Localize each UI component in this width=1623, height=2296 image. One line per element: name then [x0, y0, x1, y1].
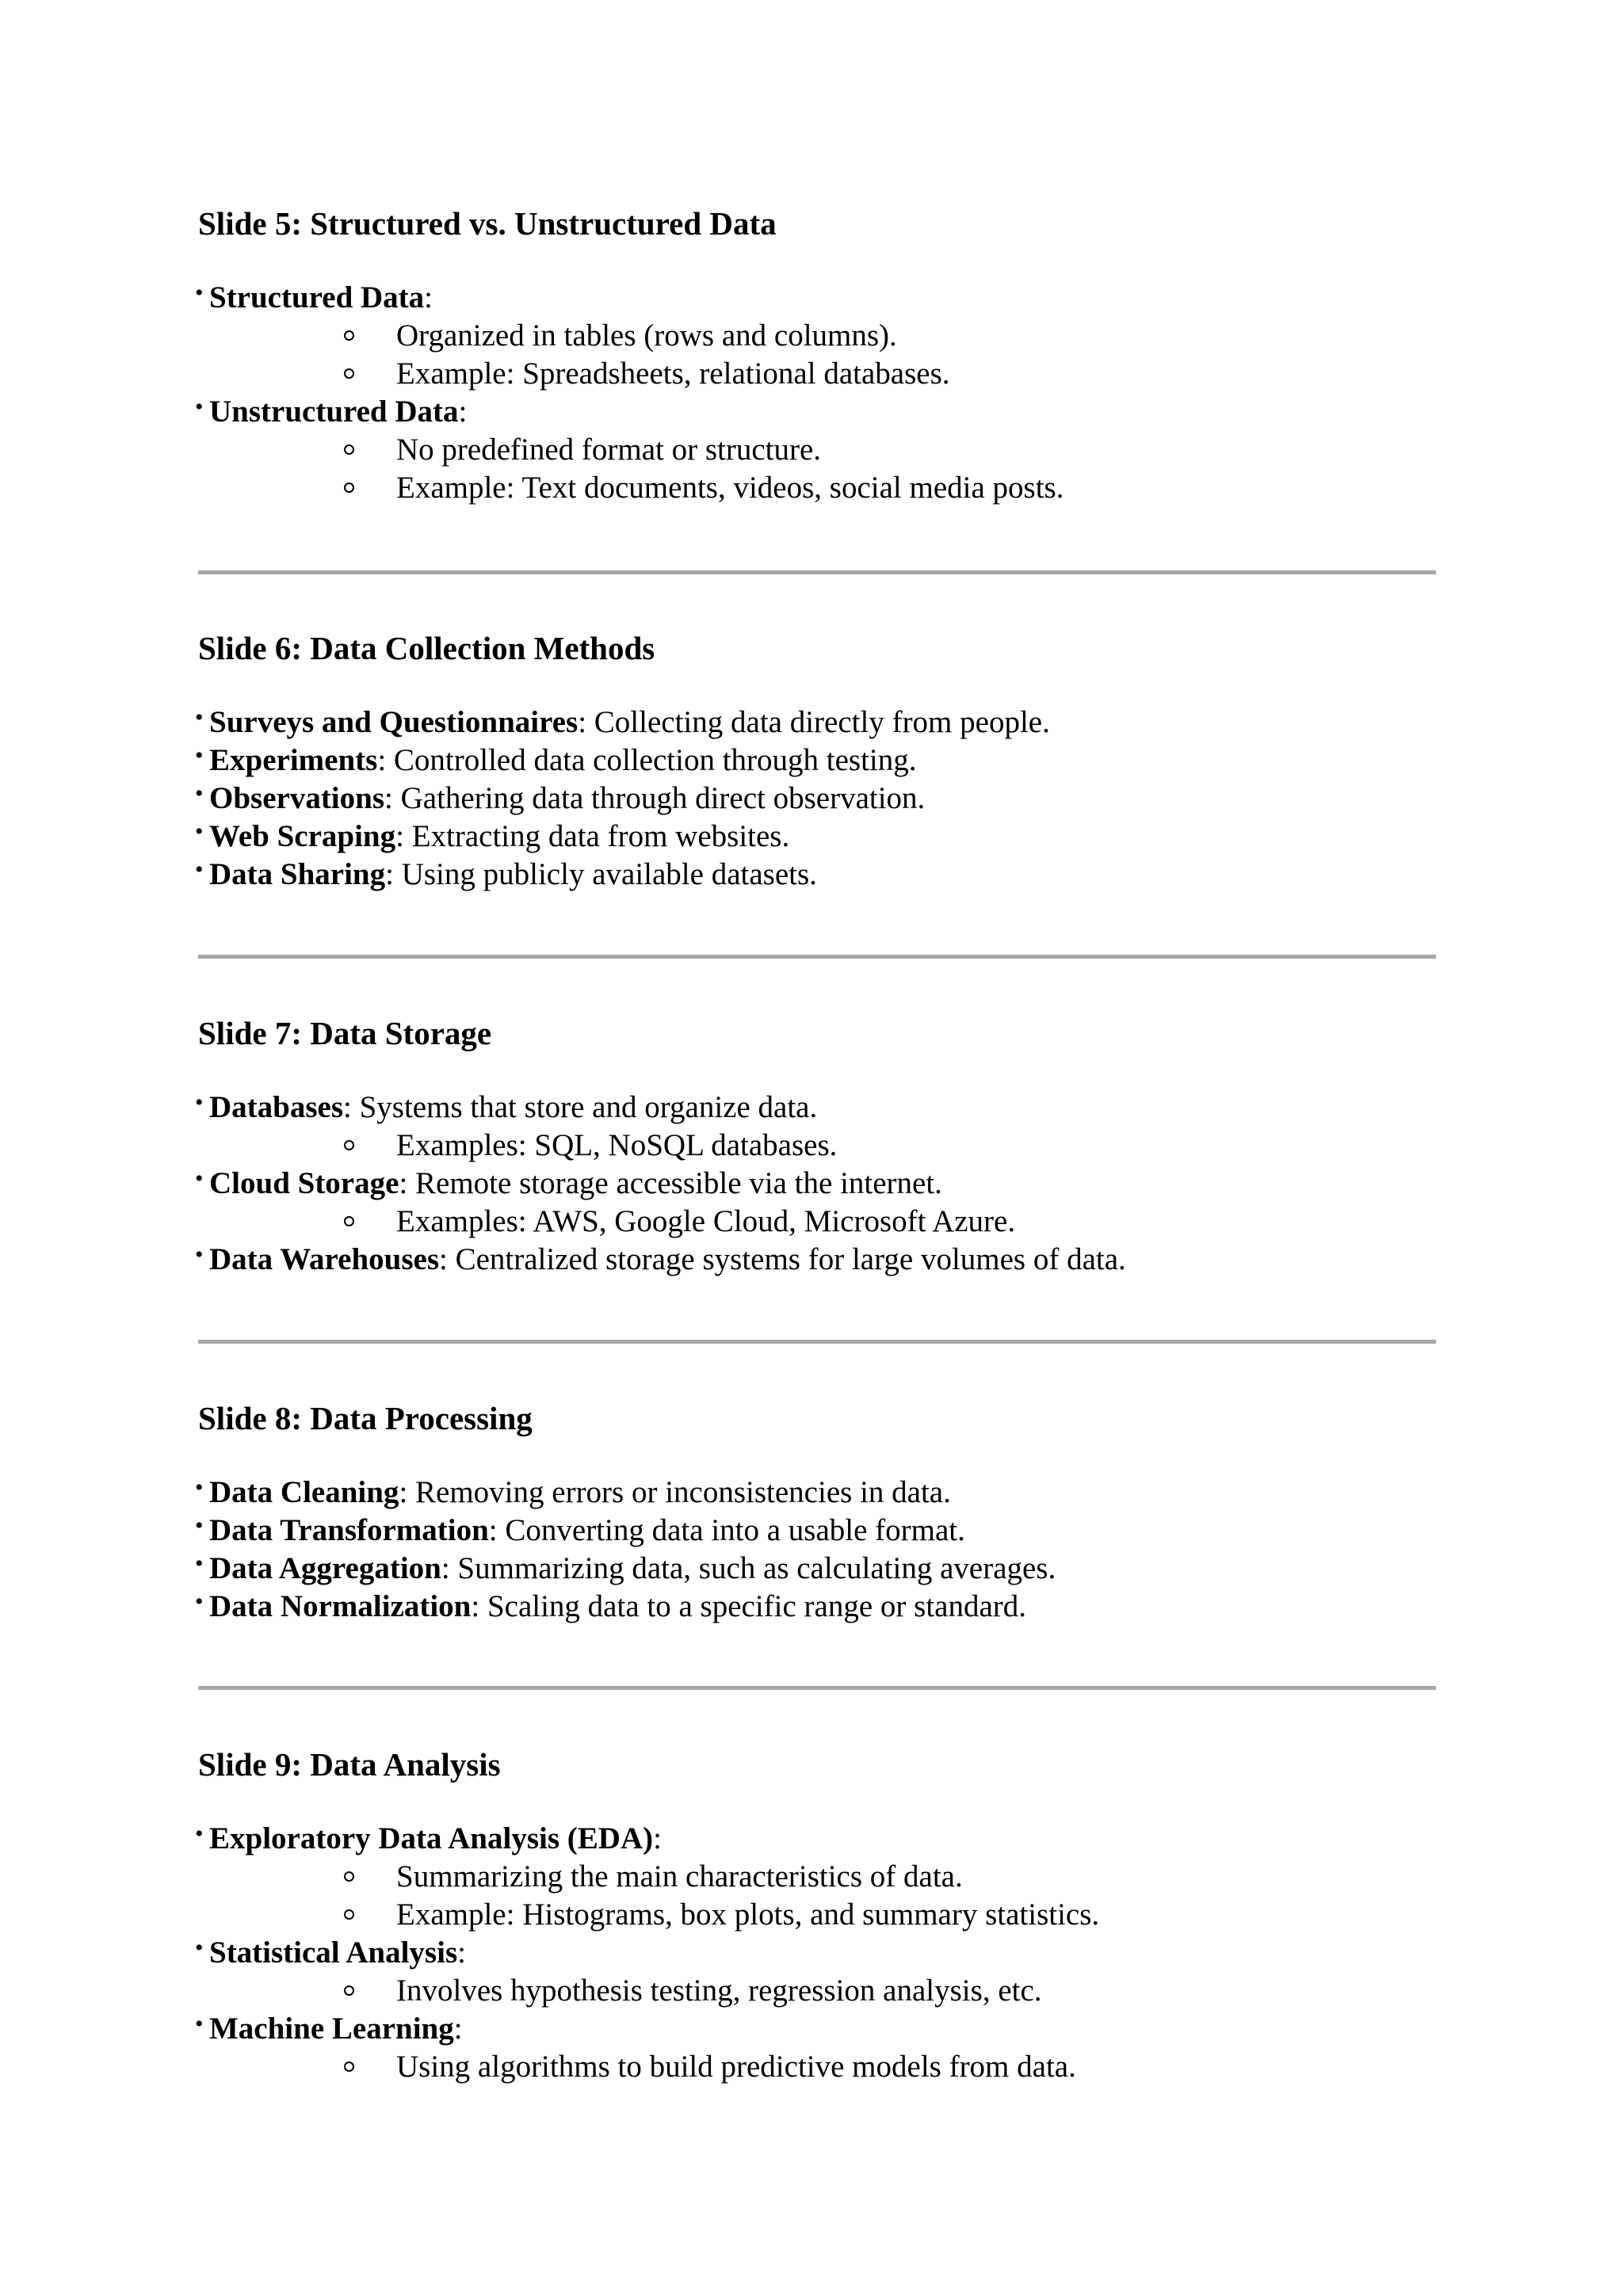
bullet-icon: •	[195, 1935, 204, 1961]
sub-bullet-item	[396, 1127, 837, 1165]
slide-title: Slide 5: Structured vs. Unstructured Data	[198, 205, 777, 242]
bullet-text: : Collecting data directly from people.	[578, 705, 1050, 739]
bullet-icon: •	[195, 1241, 204, 1268]
bullet-icon: •	[195, 1512, 204, 1539]
slide-title: Slide 6: Data Collection Methods	[198, 630, 655, 666]
bullet-icon: •	[195, 1474, 204, 1501]
section-divider	[198, 1686, 1436, 1690]
bullet-icon: •	[195, 2011, 204, 2037]
section-divider	[198, 955, 1436, 959]
circle-bullet-icon	[344, 444, 354, 455]
circle-bullet-icon	[344, 1985, 354, 1996]
bullet-term: Data Cleaning	[209, 1475, 399, 1509]
bullet-term: Observations	[209, 781, 385, 815]
bullet-icon: •	[195, 780, 204, 807]
bullet-icon: •	[195, 1165, 204, 1192]
bullet-text: : Using publicly available datasets.	[385, 857, 817, 891]
bullet-item	[195, 2010, 463, 2048]
bullet-term: Exploratory Data Analysis (EDA)	[209, 1821, 654, 1855]
circle-bullet-icon	[344, 330, 354, 341]
circle-bullet-icon	[344, 2061, 354, 2072]
bullet-item	[195, 1550, 1056, 1588]
bullet-item	[195, 1241, 1126, 1279]
sub-bullet-text: Examples: AWS, Google Cloud, Microsoft Azure.	[396, 1204, 1016, 1238]
sub-bullet-text: Using algorithms to build predictive models from data.	[396, 2050, 1076, 2084]
bullet-item	[195, 1165, 942, 1203]
bullet-term: Structured Data	[209, 280, 425, 315]
bullet-item	[195, 1934, 466, 1972]
bullet-item	[195, 1089, 818, 1127]
bullet-term: Machine Learning	[209, 2012, 454, 2046]
circle-bullet-icon	[344, 368, 354, 379]
bullet-text: : Extracting data from websites.	[395, 819, 790, 853]
sub-bullet-item	[396, 1972, 1042, 2010]
bullet-text: : Controlled data collection through testing.	[377, 743, 917, 777]
bullet-text: : Gathering data through direct observation.	[384, 781, 926, 815]
bullet-term: Data Transformation	[209, 1513, 489, 1547]
bullet-text: : Summarizing data, such as calculating averages.	[441, 1551, 1056, 1585]
section-divider	[198, 1340, 1436, 1344]
bullet-icon: •	[195, 1089, 204, 1116]
sub-bullet-text: Example: Text documents, videos, social media posts.	[396, 471, 1064, 505]
bullet-term: Data Aggregation	[209, 1551, 441, 1585]
bullet-item	[195, 1588, 1027, 1626]
bullet-term: Web Scraping	[209, 819, 396, 853]
bullet-text: :	[424, 280, 433, 315]
bullet-text: : Converting data into a usable format.	[488, 1513, 965, 1547]
bullet-term: Data Sharing	[209, 857, 386, 891]
slide-title: Slide 9: Data Analysis	[198, 1746, 501, 1783]
bullet-text: :	[458, 395, 468, 429]
circle-bullet-icon	[344, 482, 354, 493]
sub-bullet-item	[396, 1896, 1099, 1934]
bullet-icon: •	[195, 856, 204, 883]
bullet-text: : Centralized storage systems for large volumes of data.	[439, 1242, 1126, 1276]
circle-bullet-icon	[344, 1871, 354, 1882]
sub-bullet-text: Example: Spreadsheets, relational databases.	[396, 357, 950, 391]
sub-bullet-item	[396, 355, 950, 393]
sub-bullet-item	[396, 317, 897, 355]
sub-bullet-item	[396, 2048, 1076, 2086]
sub-bullet-text: Examples: SQL, NoSQL databases.	[396, 1128, 838, 1162]
bullet-term: Data Warehouses	[209, 1242, 440, 1276]
sub-bullet-text: No predefined format or structure.	[396, 433, 822, 467]
slide-title: Slide 7: Data Storage	[198, 1015, 492, 1051]
bullet-icon: •	[195, 742, 204, 769]
bullet-text: : Remote storage accessible via the internet.	[399, 1166, 942, 1200]
bullet-text: : Scaling data to a specific range or standard.	[471, 1589, 1027, 1623]
bullet-icon: •	[195, 704, 204, 730]
bullet-item	[195, 393, 468, 431]
bullet-term: Data Normalization	[209, 1589, 472, 1623]
bullet-icon: •	[195, 1821, 204, 1847]
bullet-text: :	[457, 1936, 466, 1970]
bullet-icon: •	[195, 394, 204, 420]
bullet-term: Unstructured Data	[209, 395, 459, 429]
bullet-term: Experiments	[209, 743, 378, 777]
bullet-item	[195, 1820, 662, 1858]
bullet-term: Cloud Storage	[209, 1166, 399, 1200]
sub-bullet-item	[396, 469, 1064, 507]
bullet-item	[195, 780, 926, 818]
slide-title: Slide 8: Data Processing	[198, 1400, 533, 1436]
bullet-item	[195, 1474, 951, 1512]
bullet-icon: •	[195, 280, 204, 306]
sub-bullet-item	[396, 1858, 963, 1896]
circle-bullet-icon	[344, 1140, 354, 1150]
bullet-item	[195, 704, 1050, 742]
bullet-item	[195, 279, 433, 317]
bullet-term: Surveys and Questionnaires	[209, 705, 579, 739]
bullet-term: Statistical Analysis	[209, 1936, 458, 1970]
sub-bullet-item	[396, 1203, 1015, 1241]
bullet-item	[195, 856, 817, 894]
sub-bullet-text: Involves hypothesis testing, regression analysis, etc.	[396, 1974, 1042, 2008]
bullet-icon: •	[195, 1589, 204, 1615]
bullet-icon: •	[195, 818, 204, 845]
bullet-item	[195, 1512, 965, 1550]
bullet-item	[195, 742, 917, 780]
sub-bullet-text: Organized in tables (rows and columns).	[396, 318, 897, 353]
bullet-text: :	[653, 1821, 662, 1855]
bullet-text: : Removing errors or inconsistencies in data.	[399, 1475, 951, 1509]
circle-bullet-icon	[344, 1909, 354, 1920]
bullet-term: Databases	[209, 1090, 344, 1124]
bullet-item	[195, 818, 790, 856]
circle-bullet-icon	[344, 1216, 354, 1226]
bullet-icon: •	[195, 1550, 204, 1577]
section-divider	[198, 570, 1436, 574]
sub-bullet-text: Example: Histograms, box plots, and summary statistics.	[396, 1897, 1100, 1932]
sub-bullet-item	[396, 431, 821, 469]
bullet-text: : Systems that store and organize data.	[343, 1090, 818, 1124]
bullet-text: :	[453, 2012, 463, 2046]
sub-bullet-text: Summarizing the main characteristics of data.	[396, 1859, 963, 1894]
